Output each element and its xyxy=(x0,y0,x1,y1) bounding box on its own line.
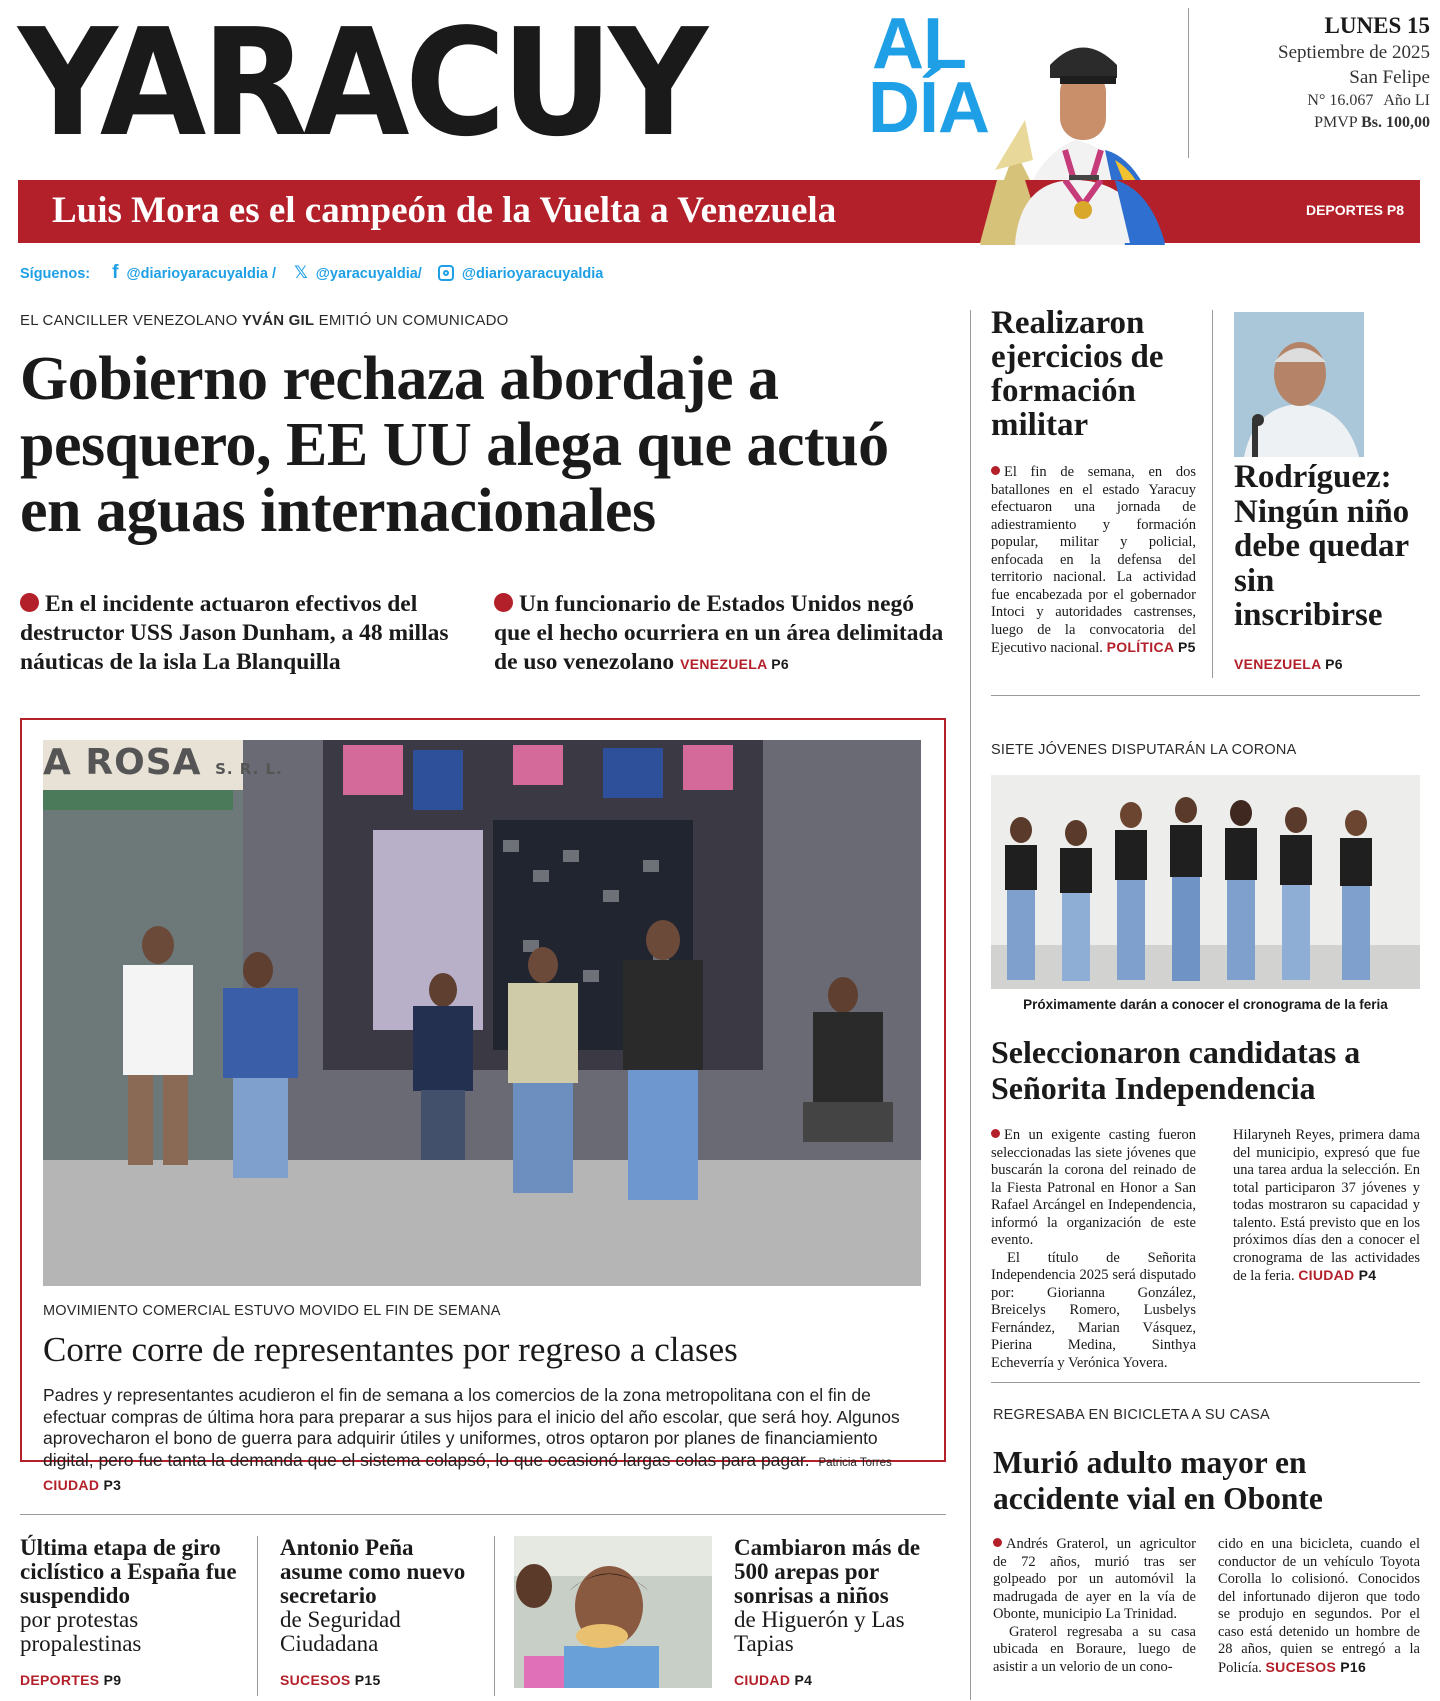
accident-section-link[interactable]: SUCESOS P16 xyxy=(1265,1658,1367,1675)
edition-date: Septiembre de 2025 xyxy=(1278,42,1430,63)
x-handle[interactable]: @yaracuyaldia/ xyxy=(315,266,422,282)
edition-year: Año LI xyxy=(1383,92,1430,109)
store-sign: A ROSA S. R. L. xyxy=(43,742,283,783)
banner-section[interactable]: DEPORTES P8 xyxy=(1305,202,1404,218)
pageant-caption: Próximamente darán a conocer el cronograma de la feria xyxy=(1023,997,1388,1012)
candidates-illustration-icon xyxy=(991,775,1420,989)
bottom-teaser-2[interactable] xyxy=(280,1535,480,1688)
teaser-3-section[interactable]: CIUDAD P4 xyxy=(734,1672,813,1688)
teaser-1-section[interactable]: DEPORTES P9 xyxy=(20,1672,122,1688)
bullet-dot-icon xyxy=(991,466,1000,475)
bullet-dot-icon xyxy=(991,1129,1000,1138)
teaser-3-light: de Higuerón y Las Tapias xyxy=(734,1607,905,1656)
facebook-icon: f xyxy=(112,262,119,283)
feature-body: Padres y representantes acudieron el fin de semana a los comercios de la zona metropolitana con el fin de efectuar compras de última hora para preparar a sus hijos para el inicio del año escolar, que será hoy. Algunos aprovecharon el bono de guerra para adquirir útiles y uniformes, otros optaron por planes de financiamiento digital, pero fue tanta la demanda que el sistema colapsó, lo que ocasionó largas colas para pagar. Patricia Torres CIUDAD P3 xyxy=(43,1385,900,1493)
pageant-col2: Hilaryneh Reyes, primera dama del municipio, expresó que fue una tarea ardua la selección. En total participaron 37 jóvenes y todas mostraron su capacidad y talento. Está previsto que en los próximos días den a conocer el cronograma de las actividades de la feria. CIUDAD P4 xyxy=(1233,1127,1420,1284)
bullet-dot-icon xyxy=(993,1538,1002,1547)
accident-col2: cido en una bicicleta, cuando el conductor de un vehículo Toyota Corolla lo colisionó. Conocidos del infortunado dijeron que todo se produjo en segundos. Por el caso está detenido un hombre de 28 años, quien se entregó a la Policía. SUCESOS P16 xyxy=(1218,1536,1420,1676)
edition-city: San Felipe xyxy=(1349,67,1430,88)
feature-headline[interactable]: Corre corre de representantes por regreso a clases xyxy=(43,1330,738,1369)
logo-al: AL xyxy=(872,4,966,84)
teaser-2-bold: Antonio Peña asume como nuevo secretario xyxy=(280,1535,466,1608)
edition-day: LUNES 15 xyxy=(1324,13,1430,38)
instagram-handle[interactable]: @diarioyaracuyaldia xyxy=(461,266,604,282)
teaser-2-light: de Seguridad Ciudadana xyxy=(280,1607,401,1656)
accident-headline[interactable]: Murió adulto mayor en accidente vial en Obonte xyxy=(993,1445,1323,1516)
teaser-1-bold: Última etapa de giro ciclístico a España fue suspendido xyxy=(20,1535,237,1608)
accident-col1: Andrés Graterol, un agricultor de 72 años, murió tras ser golpeado por un automóvil la madrugada de ayer en la vía de Obonte, municipio La Trinidad. Graterol regresaba a su casa ubicada en Boraure, luego de asistir a un velorio de un cono- xyxy=(993,1536,1196,1675)
pageant-section-link[interactable]: CIUDAD P4 xyxy=(1298,1267,1377,1283)
bottom-teaser-3[interactable] xyxy=(734,1535,946,1688)
bullet-dot-icon xyxy=(494,593,513,612)
logo-dia: DÍA xyxy=(868,68,989,148)
banner[interactable] xyxy=(18,180,1420,243)
rodriguez-photo xyxy=(1234,312,1364,457)
price-value: Bs. 100,00 xyxy=(1361,114,1430,131)
lead-section-link[interactable]: VENEZUELA P6 xyxy=(680,656,789,672)
banner-headline: Luis Mora es el campeón de la Vuelta a Venezuela xyxy=(52,190,837,231)
rodriguez-headline[interactable]: Rodríguez: Ningún niño debe quedar sin inscribirse xyxy=(1234,459,1410,633)
teaser-2-section[interactable]: SUCESOS P15 xyxy=(280,1672,381,1688)
teaser-3-bold: Cambiaron más de 500 arepas por sonrisas a niños xyxy=(734,1535,921,1608)
military-headline[interactable]: Realizaron ejercicios de formación militar xyxy=(991,305,1164,443)
lead-kicker: EL CANCILLER VENEZOLANO YVÁN GIL EMITIÓ UN COMUNICADO xyxy=(20,312,509,329)
feature-kicker: MOVIMIENTO COMERCIAL ESTUVO MOVIDO EL FIN DE SEMANA xyxy=(43,1303,501,1319)
feature-section-link[interactable]: CIUDAD P3 xyxy=(43,1477,122,1493)
social-label: Síguenos: xyxy=(20,266,91,282)
military-body: El fin de semana, en dos batallones en el estado Yaracuy efectuaron una jornada de adiestramiento y formación popular, militar y policial, enfocada en la defensa del territorio nacional. La actividad fue encabezada por el gobernador Intoci y autoridades castrenses, luego de la convocatoria del Ejecutivo nacional. POLÍTICA P5 xyxy=(991,464,1196,656)
pageant-col1: En un exigente casting fueron seleccionadas las siete jóvenes que buscarán la corona del reinado de la Fiesta Patronal en Honor a San Rafael Arcángel en Independencia, informó la organización de este evento. El título de Señorita Independencia 2025 será disputado por: Giorianna González, Breicelys Romero, Lusbelys Fernández, Marian Vásquez, Pierina Medina, Sinthya Echeverría y Verónica Yovera. xyxy=(991,1127,1196,1371)
edition-number: N° 16.067 xyxy=(1307,92,1374,109)
lead-bullet-1: En el incidente actuaron efectivos del destructor USS Jason Dunham, a 48 millas náuticas de la isla La Blanquilla xyxy=(20,591,449,675)
feature-photo xyxy=(43,740,921,1286)
logo-yaracuy: YARACUY xyxy=(18,0,704,169)
portrait-illustration-icon xyxy=(1234,312,1364,457)
pageant-headline[interactable]: Seleccionaron candidatas a Señorita Independencia xyxy=(991,1034,1361,1106)
price-label: PMVP xyxy=(1314,114,1358,131)
rodriguez-section-link[interactable]: VENEZUELA P6 xyxy=(1234,656,1343,672)
pageant-photo xyxy=(991,775,1420,989)
instagram-icon xyxy=(438,265,454,281)
x-icon: 𝕏 xyxy=(294,263,308,282)
child-eating-illustration-icon xyxy=(514,1536,712,1688)
store-scene-illustration-icon xyxy=(43,740,921,1286)
social-bar xyxy=(20,262,603,282)
bullet-dot-icon xyxy=(20,593,39,612)
edition-info xyxy=(1190,12,1430,134)
teaser-1-light: por protestas propalestinas xyxy=(20,1607,142,1656)
military-section-link[interactable]: POLÍTICA P5 xyxy=(1106,639,1196,655)
lead-bullet-2: Un funcionario de Estados Unidos negó que el hecho ocurriera en un área delimitada de uso venezolano VENEZUELA P6 xyxy=(494,591,944,675)
masthead-logo xyxy=(18,0,848,171)
pageant-kicker: SIETE JÓVENES DISPUTARÁN LA CORONA xyxy=(991,742,1297,758)
bottom-teaser-1[interactable] xyxy=(20,1535,250,1688)
accident-kicker: REGRESABA EN BICICLETA A SU CASA xyxy=(993,1407,1270,1423)
feature-credit: Patricia Torres xyxy=(818,1456,892,1469)
facebook-handle[interactable]: @diarioyaracuyaldia / xyxy=(126,266,277,282)
lead-headline[interactable]: Gobierno rechaza abordaje a pesquero, EE UU alega que actuó en aguas internacionales xyxy=(20,345,889,545)
arepas-photo xyxy=(514,1536,712,1688)
